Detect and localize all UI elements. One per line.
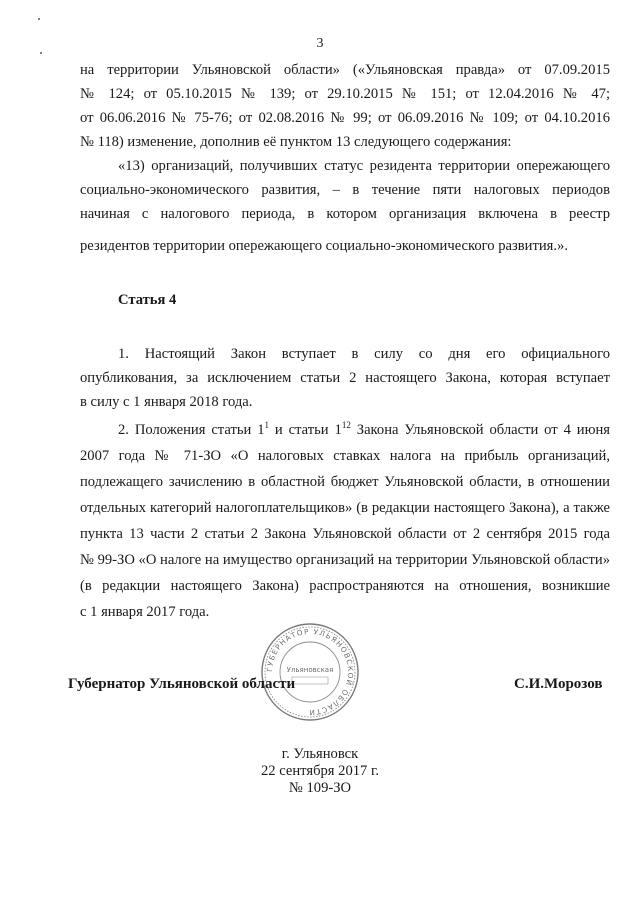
body-text-line: с 1 января 2017 года. [80, 604, 210, 620]
body-text-line: подлежащего зачислению в областной бюджет Ульяновской области, в отношении [80, 474, 610, 490]
body-text-line: 2007 года № 71-ЗО «О налоговых ставках налога на прибыль организаций, [80, 448, 610, 464]
body-text-line: 1. Настоящий Закон вступает в силу со дня его официального [118, 346, 610, 362]
body-text-line: пункта 13 части 2 статьи 2 Закона Ульяновской области от 2 сентября 2015 года [80, 526, 610, 542]
official-seal [258, 620, 362, 724]
footer-date: 22 сентября 2017 г. [261, 763, 379, 779]
seal-ring-text: ГУБЕРНАТОР УЛЬЯНОВСКОЙ ОБЛАСТИ [264, 626, 356, 718]
body-text-line: начиная с налогового периода, в котором организация включена в реестр [80, 206, 610, 222]
body-text-line: на территории Ульяновской области» («Ульяновская правда» от 07.09.2015 [80, 62, 610, 78]
body-text-line: социально-экономического развития, – в течение пяти налоговых периодов [80, 182, 610, 198]
body-text-line: в силу с 1 января 2018 года. [80, 394, 253, 410]
scan-speck [40, 52, 42, 54]
body-text-line: № 99-ЗО «О налоге на имущество организаций на территории Ульяновской области» [80, 552, 611, 568]
body-text-line: (в редакции настоящего Закона) распространяются на отношения, возникшие [80, 578, 610, 594]
footer-city: г. Ульяновск [281, 746, 359, 762]
body-text-line: отдельных категорий налогоплательщиков» (в редакции настоящего Закона), а также [80, 500, 610, 516]
body-text-line: от 06.06.2016 № 75-76; от 02.08.2016 № 99; от 06.09.2016 № 109; от 04.10.2016 [80, 110, 610, 126]
signature-position: Губернатор Ульяновской области [68, 676, 296, 692]
scan-speck [38, 18, 40, 20]
body-text-line: «13) организаций, получивших статус резидента территории опережающего [118, 158, 610, 174]
body-text-line: опубликования, за исключением статьи 2 настоящего Закона, которая вступает [80, 370, 610, 386]
signature-name: С.И.Морозов [514, 676, 603, 692]
page-number: 3 [316, 36, 324, 51]
footer-number: № 109-ЗО [288, 780, 352, 796]
body-text-line: резидентов территории опережающего социально-экономического развития.». [80, 238, 568, 254]
article-heading: Статья 4 [118, 292, 177, 308]
body-text-line: 2. Положения статьи $1^1$ и статьи $1^{12}$ Закона Ульяновской области от 4 июня [118, 420, 611, 438]
seal-center-text: Ульяновская [286, 666, 334, 674]
body-text-line: № 124; от 05.10.2015 № 139; от 29.10.2015 № 151; от 12.04.2016 № 47; [80, 86, 610, 102]
body-text-line: № 118) изменение, дополнив её пунктом 13 следующего содержания: [80, 134, 512, 150]
